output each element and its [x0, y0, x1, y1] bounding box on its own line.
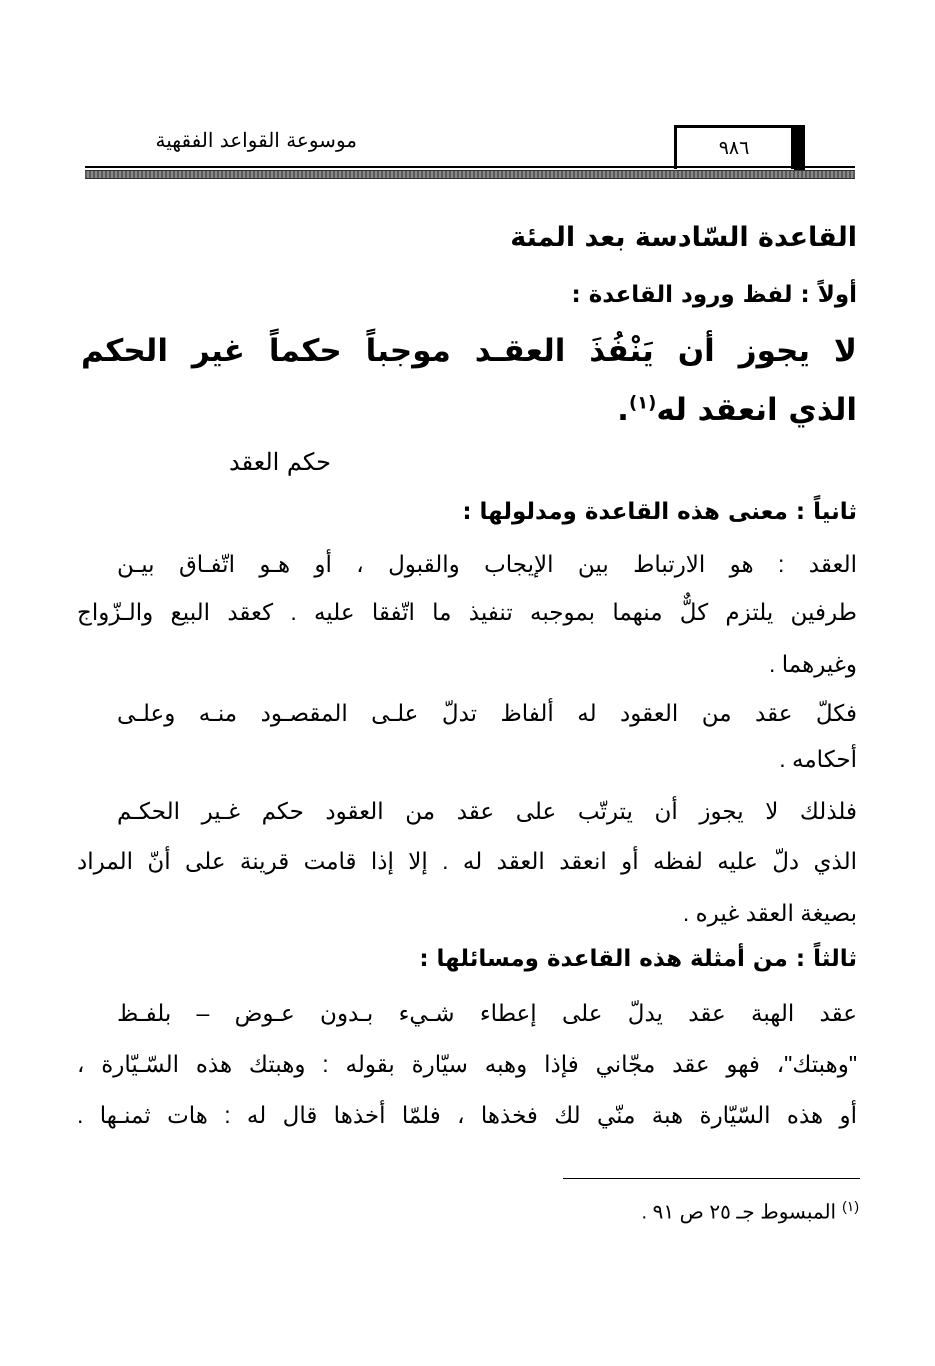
section2-heading: ثانياً : معنى هذه القاعدة ومدلولها : [462, 499, 857, 525]
page-number-box [674, 125, 794, 169]
rule-heading: القاعدة السّادسة بعد المئة [510, 222, 857, 253]
section2-para1-line1: العقد : هو الارتباط بين الإيجاب والقبول ، أو هـو اتّفـاق بيـن [117, 551, 857, 577]
section3-para1-line1: عقد الهبة عقد يدلّ على إعطاء شـيء بـدون عـوض – بلفـظ [117, 1000, 857, 1026]
section3-para1-line3: أو هذه السّيّارة هبة منّي لك فخذها ، فلمّا أخذها قال له : هات ثمنـها . [77, 1102, 857, 1128]
footnote-ref: (١) [628, 392, 657, 414]
section3-heading: ثالثاً : من أمثلة هذه القاعدة ومسائلها : [419, 946, 857, 972]
header-rule-thin [85, 166, 855, 168]
footnote [641, 1198, 859, 1225]
section2-para1-line3: وغيرهما . [769, 651, 857, 677]
rule-text-line2 [617, 392, 857, 428]
section3-para1-line2: "وهبتك"، فهو عقد مجّاني فإذا وهبه سيّارة بقوله : وهبتك هذه السّـيّارة ، [77, 1051, 857, 1077]
center-heading: حكم العقد [229, 448, 331, 476]
section1-heading: أولاً : لفظ ورود القاعدة : [571, 282, 857, 308]
page-number-bar [794, 125, 805, 172]
running-header-title: موسوعة القواعد الفقهية [155, 128, 357, 152]
rule-text-end: . [617, 392, 629, 428]
footnote-text: المبسوط جـ ٢٥ ص ٩١ . [641, 1201, 837, 1224]
section2-para2-line2: أحكامه . [779, 746, 857, 772]
footnote-separator [563, 1178, 860, 1179]
page-number: ٩٨٦ [718, 137, 750, 159]
footnote-marker: (١) [842, 1198, 859, 1214]
section2-para2-line1: فكلّ عقد من العقود له ألفاظ تدلّ علـى المقصـود منـه وعلـى [117, 700, 857, 726]
section2-para3-line1: فلذلك لا يجوز أن يترتّب على عقد من العقود حكم غـير الحكـم [117, 798, 857, 824]
header-rule-thick [85, 170, 855, 179]
rule-text-line1: لا يجوز أن يَنْفُذَ العقـد موجباً حكماً غير الحكم [81, 333, 857, 369]
section2-para3-line2: الذي دلّ عليه لفظه أو انعقد العقد له . إلا إذا قامت قرينة على أنّ المراد [77, 848, 857, 874]
rule-text-line2-text: الذي انعقد له [656, 392, 857, 428]
section2-para1-line2: طرفين يلتزم كلٌّ منهما بموجبه تنفيذ ما اتّفقا عليه . كعقد البيع والـزّواج [77, 599, 857, 625]
section2-para3-line3: بصيغة العقد غيره . [682, 900, 857, 926]
